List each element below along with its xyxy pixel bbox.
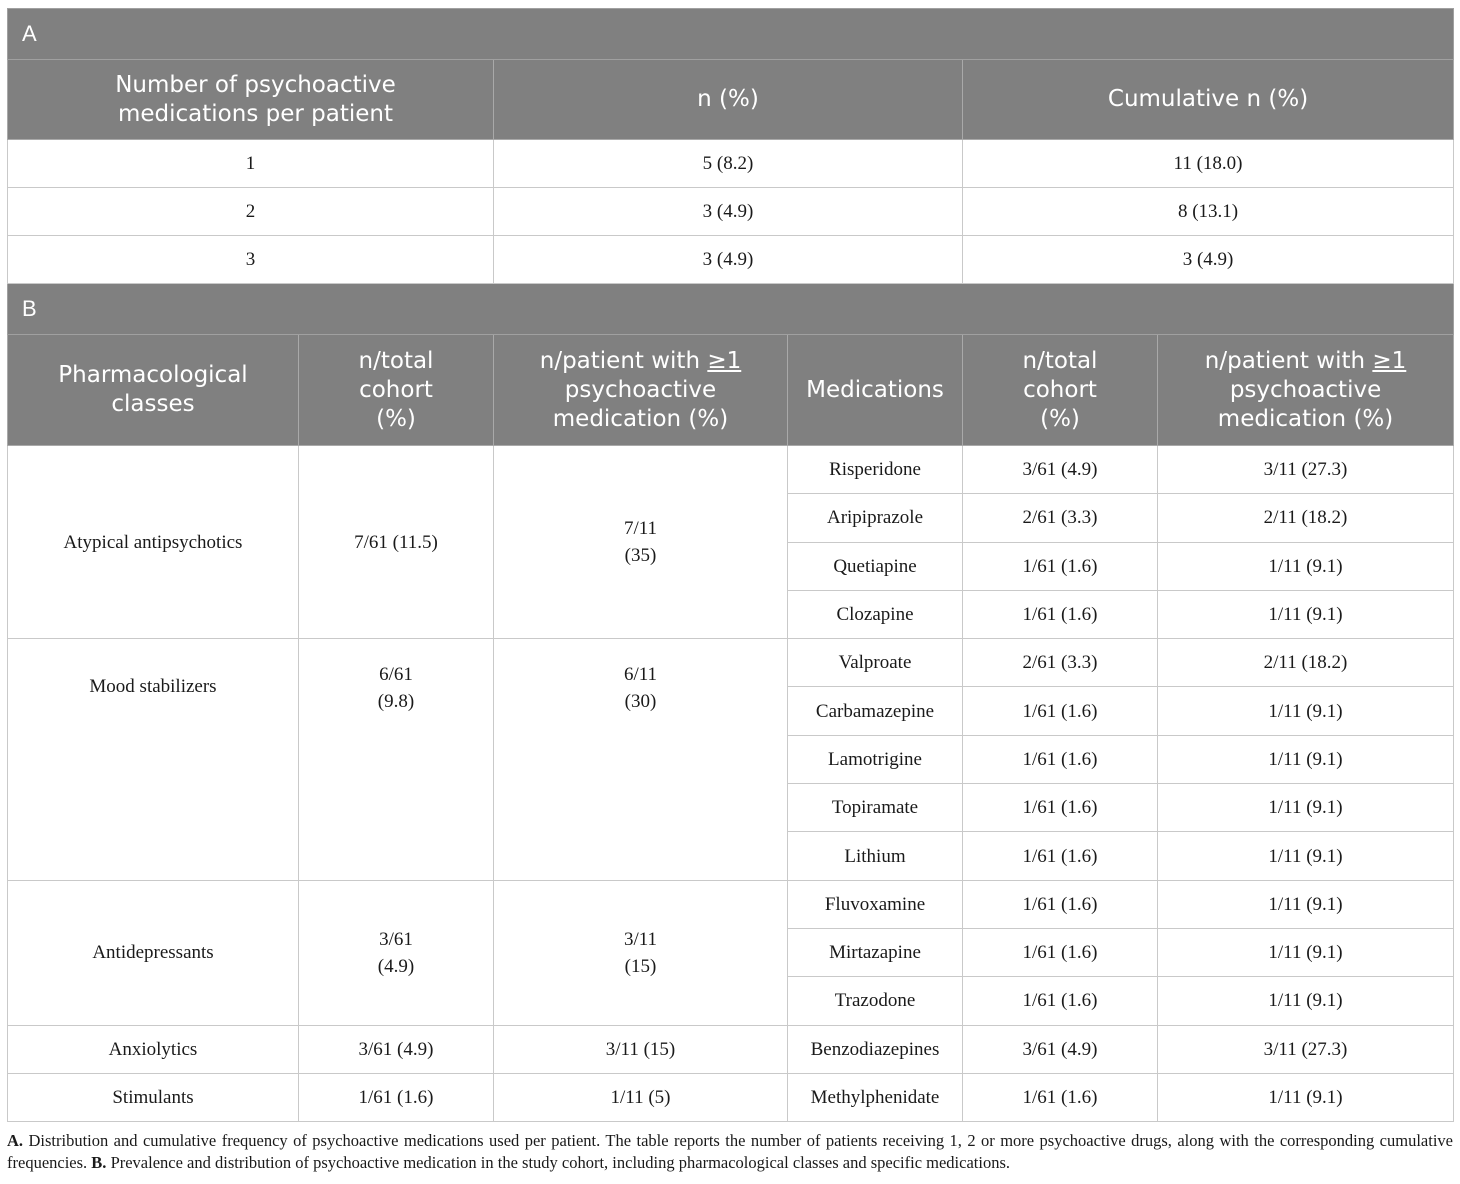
header-cumulative: Cumulative n (%)	[963, 60, 1454, 140]
medication-table-container	[7, 8, 1453, 1122]
class-total-cell	[299, 639, 494, 880]
medication-n-patient: 1/11 (9.1)	[1158, 687, 1454, 735]
row-medication-count: 3	[8, 236, 494, 284]
table-row	[8, 1025, 1454, 1073]
class-patient-line1: 3/11 (15)	[605, 1038, 676, 1060]
section-b-row	[8, 284, 1454, 335]
medication-table	[7, 8, 1454, 1122]
header-n-percent: n (%)	[494, 60, 963, 140]
medication-n-total: 1/61 (1.6)	[963, 735, 1158, 783]
header-n-patient	[494, 335, 788, 446]
medication-name: Trazodone	[788, 977, 963, 1025]
header-n-patient-prefix: n/patient with	[539, 347, 708, 374]
class-name-cell: Antidepressants	[8, 880, 299, 1025]
caption-b-label: B.	[91, 1153, 107, 1172]
class-patient-cell	[494, 880, 788, 1025]
medication-n-patient: 3/11 (27.3)	[1158, 1025, 1454, 1073]
table-row	[8, 140, 1454, 188]
medication-name: Quetiapine	[788, 542, 963, 590]
medication-name: Lithium	[788, 832, 963, 880]
class-name-cell: Stimulants	[8, 1073, 299, 1121]
class-patient-cell	[494, 1073, 788, 1121]
class-patient-line1: 3/11	[623, 928, 658, 950]
class-total-line2: (9.8)	[377, 691, 415, 713]
class-total-line2: (4.9)	[377, 955, 415, 977]
table-row	[8, 880, 1454, 928]
row-cumulative: 3 (4.9)	[963, 236, 1454, 284]
medication-n-total: 1/61 (1.6)	[963, 977, 1158, 1025]
medication-name: Valproate	[788, 639, 963, 687]
medication-name: Carbamazepine	[788, 687, 963, 735]
class-patient-line2: (15)	[624, 955, 657, 977]
header-medications: Medications	[788, 335, 963, 446]
class-name-cell: Atypical antipsychotics	[8, 446, 299, 639]
medication-n-patient: 3/11 (27.3)	[1158, 446, 1454, 494]
class-patient-line1: 7/11	[623, 518, 658, 540]
medication-name: Risperidone	[788, 446, 963, 494]
medication-n-total: 2/61 (3.3)	[963, 639, 1158, 687]
table-row	[8, 1073, 1454, 1121]
medication-name: Benzodiazepines	[788, 1025, 963, 1073]
medication-name: Clozapine	[788, 590, 963, 638]
class-total-line1: 3/61 (4.9)	[358, 1038, 434, 1060]
medication-name: Fluvoxamine	[788, 880, 963, 928]
table-row	[8, 188, 1454, 236]
header-n-total-cohort-2: n/total cohort (%)	[963, 335, 1158, 446]
header-n-total-cohort: n/total cohort (%)	[299, 335, 494, 446]
caption-b-text: Prevalence and distribution of psychoactive medication in the study cohort, including pharmacological classes and specific medications.	[106, 1153, 1011, 1172]
medication-name: Methylphenidate	[788, 1073, 963, 1121]
caption-a-label: A.	[7, 1131, 24, 1150]
medication-n-patient: 1/11 (9.1)	[1158, 542, 1454, 590]
table-row	[8, 639, 1454, 687]
medication-n-patient: 2/11 (18.2)	[1158, 494, 1454, 542]
medication-n-patient: 1/11 (9.1)	[1158, 735, 1454, 783]
medication-name: Lamotrigine	[788, 735, 963, 783]
medication-n-patient: 1/11 (9.1)	[1158, 928, 1454, 976]
table-row	[8, 446, 1454, 494]
header-n-patient-2-threshold: ≥1	[1372, 347, 1407, 374]
header-n-patient-suffix: psychoactive medication (%)	[552, 376, 729, 432]
class-total-cell	[299, 446, 494, 639]
header-n-patient-2	[1158, 335, 1454, 446]
row-cumulative: 11 (18.0)	[963, 140, 1454, 188]
table-row	[8, 236, 1454, 284]
class-patient-cell	[494, 446, 788, 639]
row-medication-count: 2	[8, 188, 494, 236]
medication-name: Aripiprazole	[788, 494, 963, 542]
medication-n-patient: 1/11 (9.1)	[1158, 880, 1454, 928]
class-total-line1: 7/61 (11.5)	[354, 531, 438, 553]
row-n-percent: 3 (4.9)	[494, 188, 963, 236]
caption-a-text: Distribution and cumulative frequency of psychoactive medications used per patient. The table reports the number of patients receiving 1, 2 or more psychoactive drugs, along with the corresponding cumulative frequencies.	[7, 1131, 1453, 1172]
medication-n-total: 1/61 (1.6)	[963, 687, 1158, 735]
class-name-cell: Anxiolytics	[8, 1025, 299, 1073]
medication-n-patient: 1/11 (9.1)	[1158, 832, 1454, 880]
class-total-line1: 6/61	[379, 664, 413, 686]
medication-name: Mirtazapine	[788, 928, 963, 976]
medication-n-total: 2/61 (3.3)	[963, 494, 1158, 542]
header-n-patient-threshold: ≥1	[707, 347, 742, 374]
row-cumulative: 8 (13.1)	[963, 188, 1454, 236]
medication-n-patient: 1/11 (9.1)	[1158, 590, 1454, 638]
class-patient-cell	[494, 1025, 788, 1073]
medication-name: Topiramate	[788, 784, 963, 832]
class-total-line1: 1/61 (1.6)	[358, 1087, 434, 1108]
medication-n-total: 1/61 (1.6)	[963, 542, 1158, 590]
section-b-header-row	[8, 335, 1454, 446]
medication-n-total: 3/61 (4.9)	[963, 446, 1158, 494]
medication-n-patient: 1/11 (9.1)	[1158, 977, 1454, 1025]
class-patient-line2: (30)	[624, 691, 657, 713]
class-total-line1: 3/61	[379, 928, 413, 950]
table-caption	[7, 1130, 1453, 1174]
medication-n-patient: 1/11 (9.1)	[1158, 1073, 1454, 1121]
header-pharmacological-classes: Pharmacological classes	[8, 335, 299, 446]
medication-n-total: 1/61 (1.6)	[963, 1073, 1158, 1121]
medication-n-total: 1/61 (1.6)	[963, 784, 1158, 832]
row-n-percent: 3 (4.9)	[494, 236, 963, 284]
medication-n-total: 1/61 (1.6)	[963, 928, 1158, 976]
class-total-cell	[299, 1025, 494, 1073]
class-name-cell: Mood stabilizers	[8, 639, 299, 880]
header-n-patient-2-prefix: n/patient with	[1204, 347, 1373, 374]
class-patient-line1: 1/11 (5)	[610, 1087, 671, 1108]
class-patient-line1: 6/11	[623, 664, 658, 686]
class-patient-line2: (35)	[624, 545, 657, 567]
medication-n-total: 1/61 (1.6)	[963, 880, 1158, 928]
header-number-of-medications: Number of psychoactive medications per patient	[8, 60, 494, 140]
section-b-label: B	[8, 284, 1454, 335]
medication-n-total: 3/61 (4.9)	[963, 1025, 1158, 1073]
medication-n-total: 1/61 (1.6)	[963, 590, 1158, 638]
medication-n-patient: 1/11 (9.1)	[1158, 784, 1454, 832]
header-n-patient-2-suffix: psychoactive medication (%)	[1217, 376, 1394, 432]
row-medication-count: 1	[8, 140, 494, 188]
class-total-cell	[299, 880, 494, 1025]
row-n-percent: 5 (8.2)	[494, 140, 963, 188]
class-total-cell	[299, 1073, 494, 1121]
class-patient-cell	[494, 639, 788, 880]
medication-n-total: 1/61 (1.6)	[963, 832, 1158, 880]
section-a-label: A	[8, 9, 1454, 60]
medication-n-patient: 2/11 (18.2)	[1158, 639, 1454, 687]
